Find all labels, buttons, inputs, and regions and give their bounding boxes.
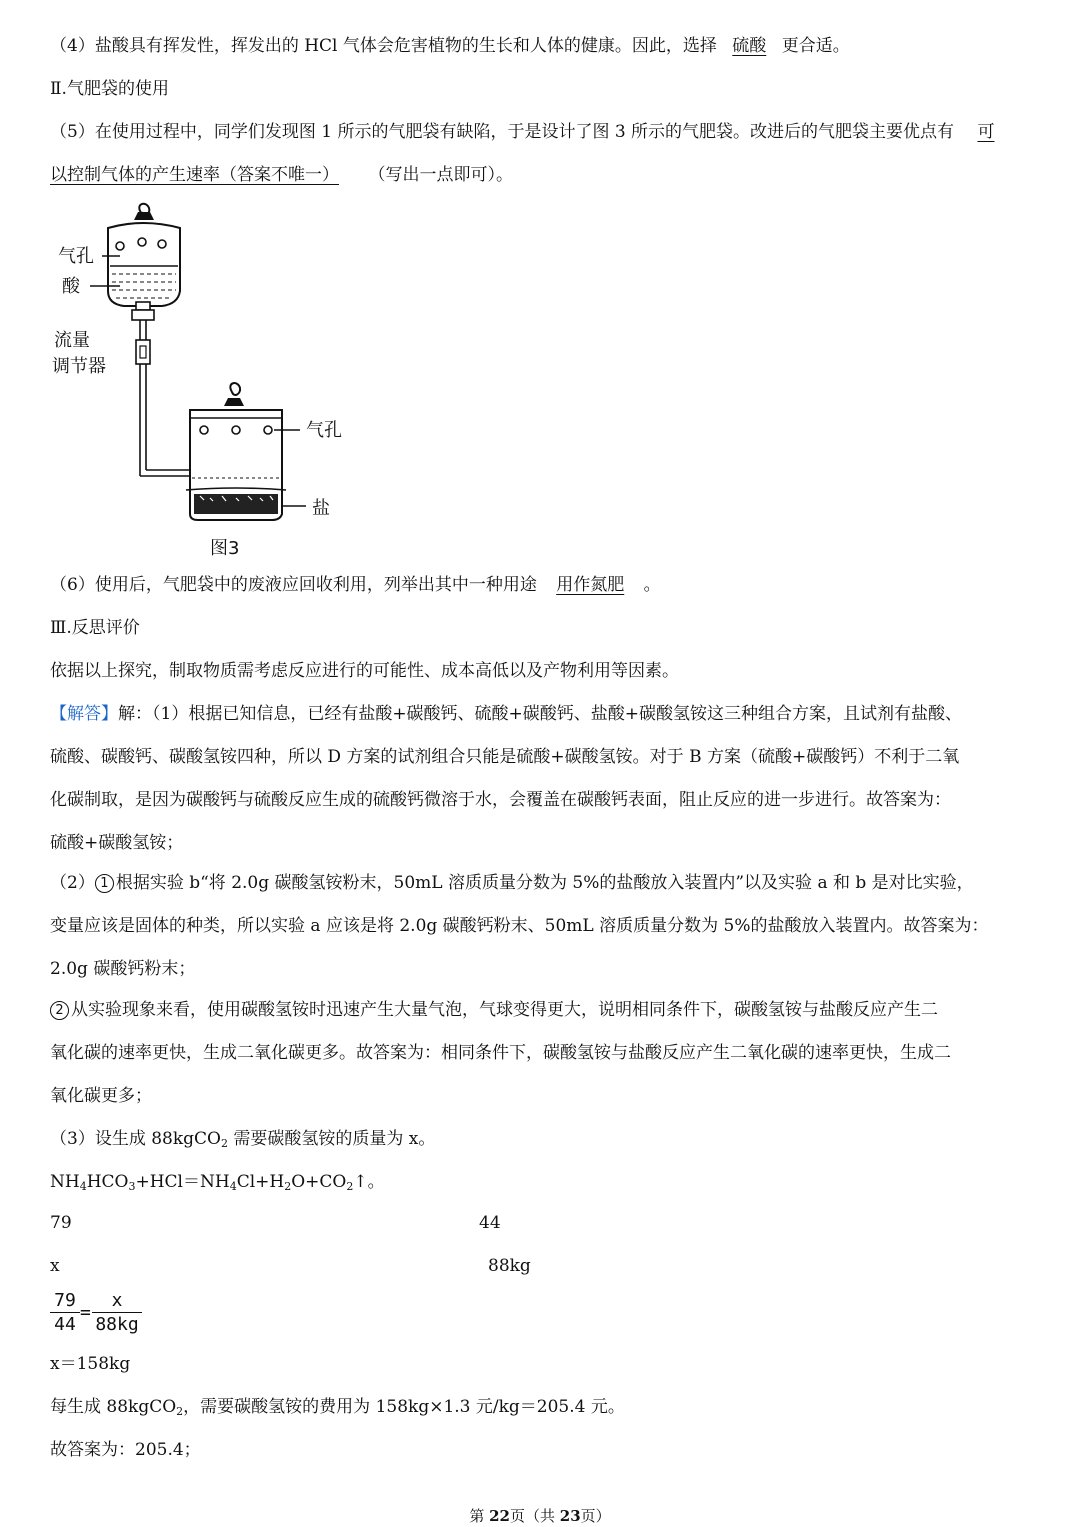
molar-mass-44: 44 <box>479 1213 501 1233</box>
label-flow-1: 流量 <box>54 330 90 351</box>
solution-line-3: 化碳制取，是因为碳酸钙与硫酸反应生成的硫酸钙微溶于水，会覆盖在碳酸钙表面，阻止反应的进一步进行。故答案为： <box>50 790 951 810</box>
label-gas-hole-top: 气孔 <box>58 246 94 267</box>
solution-part4-line1: （3）设生成 88kgCO$_2$ 需要碳酸氢铵的质量为 x。 <box>50 1129 436 1150</box>
section-3-title: Ⅲ.反思评价 <box>50 618 140 638</box>
chemical-equation: $NH_4HCO_3+HCl=NH_4Cl+H_2O+CO_2↑$。 <box>50 1172 385 1193</box>
answer-5-part1: 可 <box>977 122 995 142</box>
answer-sulfuric-acid: 硫酸 <box>732 36 767 56</box>
question-6: （6）使用后，气肥袋中的废液应回收利用，列举出其中一种用途 用作氮肥 。 <box>50 575 661 595</box>
answer-5-part2: 以控制气体的产生速率（答案不唯一） <box>50 165 339 185</box>
label-acid: 酸 <box>62 276 80 297</box>
label-flow-2: 调节器 <box>52 356 106 377</box>
solution-part3-line3: 氧化碳更多； <box>50 1086 152 1106</box>
solution-part2-line1: （2） 1 根据实验 b“将 2.0g 碳酸氢铵粉末，50mL 溶质质量分数为 5%的盐酸放入装置内”以及实验 a 和 b 是对比实验， <box>50 873 974 893</box>
section-2-title: Ⅱ.气肥袋的使用 <box>50 79 169 99</box>
solution-part2-line2: 变量应该是固体的种类，所以实验 a 应该是将 2.0g 碳酸钙粉末、50mL 溶质质量分数为 5%的盐酸放入装置内。故答案为： <box>50 916 989 936</box>
question-5-line1: （5）在使用过程中，同学们发现图 1 所示的气肥袋有缺陷，于是设计了图 3 所示的气肥袋。改进后的气肥袋主要优点有 可 <box>50 122 995 142</box>
solution-part3-line1: 2 从实验现象来看，使用碳酸氢铵时迅速产生大量气泡，气球变得更大，说明相同条件下，碳酸氢铵与盐酸反应产生二 <box>50 998 938 1022</box>
answer-nitrogen-fertilizer: 用作氮肥 <box>556 575 625 595</box>
result-x: x＝158kg <box>50 1354 131 1374</box>
final-answer: 故答案为：205.4； <box>50 1440 201 1460</box>
figure-caption: 图3 <box>210 538 240 559</box>
solution-part3-line2: 氧化碳的速率更快，生成二氧化碳更多。故答案为：相同条件下，碳酸氢铵与盐酸反应产生二氧化碳的速率更快，生成二 <box>50 1043 951 1063</box>
solution-line-1: 【解答】解：（1）根据已知信息，已经有盐酸+碳酸钙、硫酸+碳酸钙、盐酸+碳酸氢铵这三种组合方案，且试剂有盐酸、 <box>50 704 963 724</box>
solution-line-4: 硫酸+碳酸氢铵； <box>50 833 184 853</box>
molar-mass-79: 79 <box>50 1213 72 1233</box>
solution-tag: 【解答】 <box>50 704 118 724</box>
solution-part2-line3: 2.0g 碳酸钙粉末； <box>50 959 196 979</box>
solution-line-2: 硫酸、碳酸钙、碳酸氢铵四种，所以 D 方案的试剂组合只能是硫酸+碳酸氢铵。对于 B 方案（硫酸+碳酸钙）不利于二氧 <box>50 747 960 767</box>
page-footer: 第 22页（共 23页） <box>469 1507 611 1525</box>
question-4: （4）盐酸具有挥发性，挥发出的 HCl 气体会危害植物的生长和人体的健康。因此，选择 硫酸 更合适。 <box>50 36 850 56</box>
conclusion: 依据以上探究，制取物质需考虑反应进行的可能性、成本高低以及产物利用等因素。 <box>50 661 679 681</box>
question-5-line2: 以控制气体的产生速率（答案不唯一） （写出一点即可）。 <box>50 165 513 185</box>
unknown-x: x <box>50 1256 60 1276</box>
label-gas-hole-bottom: 气孔 <box>306 420 342 441</box>
page-number: 22 <box>489 1507 510 1525</box>
page-total: 23 <box>559 1507 581 1525</box>
figure-3-gas-bag-diagram <box>50 196 370 566</box>
cost-calculation: 每生成 88kgCO$_2$，需要碳酸氢铵的费用为 158kg×1.3 元/kg＝205.4 元。 <box>50 1397 625 1418</box>
mass-88kg: 88kg <box>488 1256 531 1276</box>
circled-number-1: 1 <box>95 874 114 893</box>
label-salt: 盐 <box>312 498 330 519</box>
circled-number-2: 2 <box>50 1001 69 1020</box>
